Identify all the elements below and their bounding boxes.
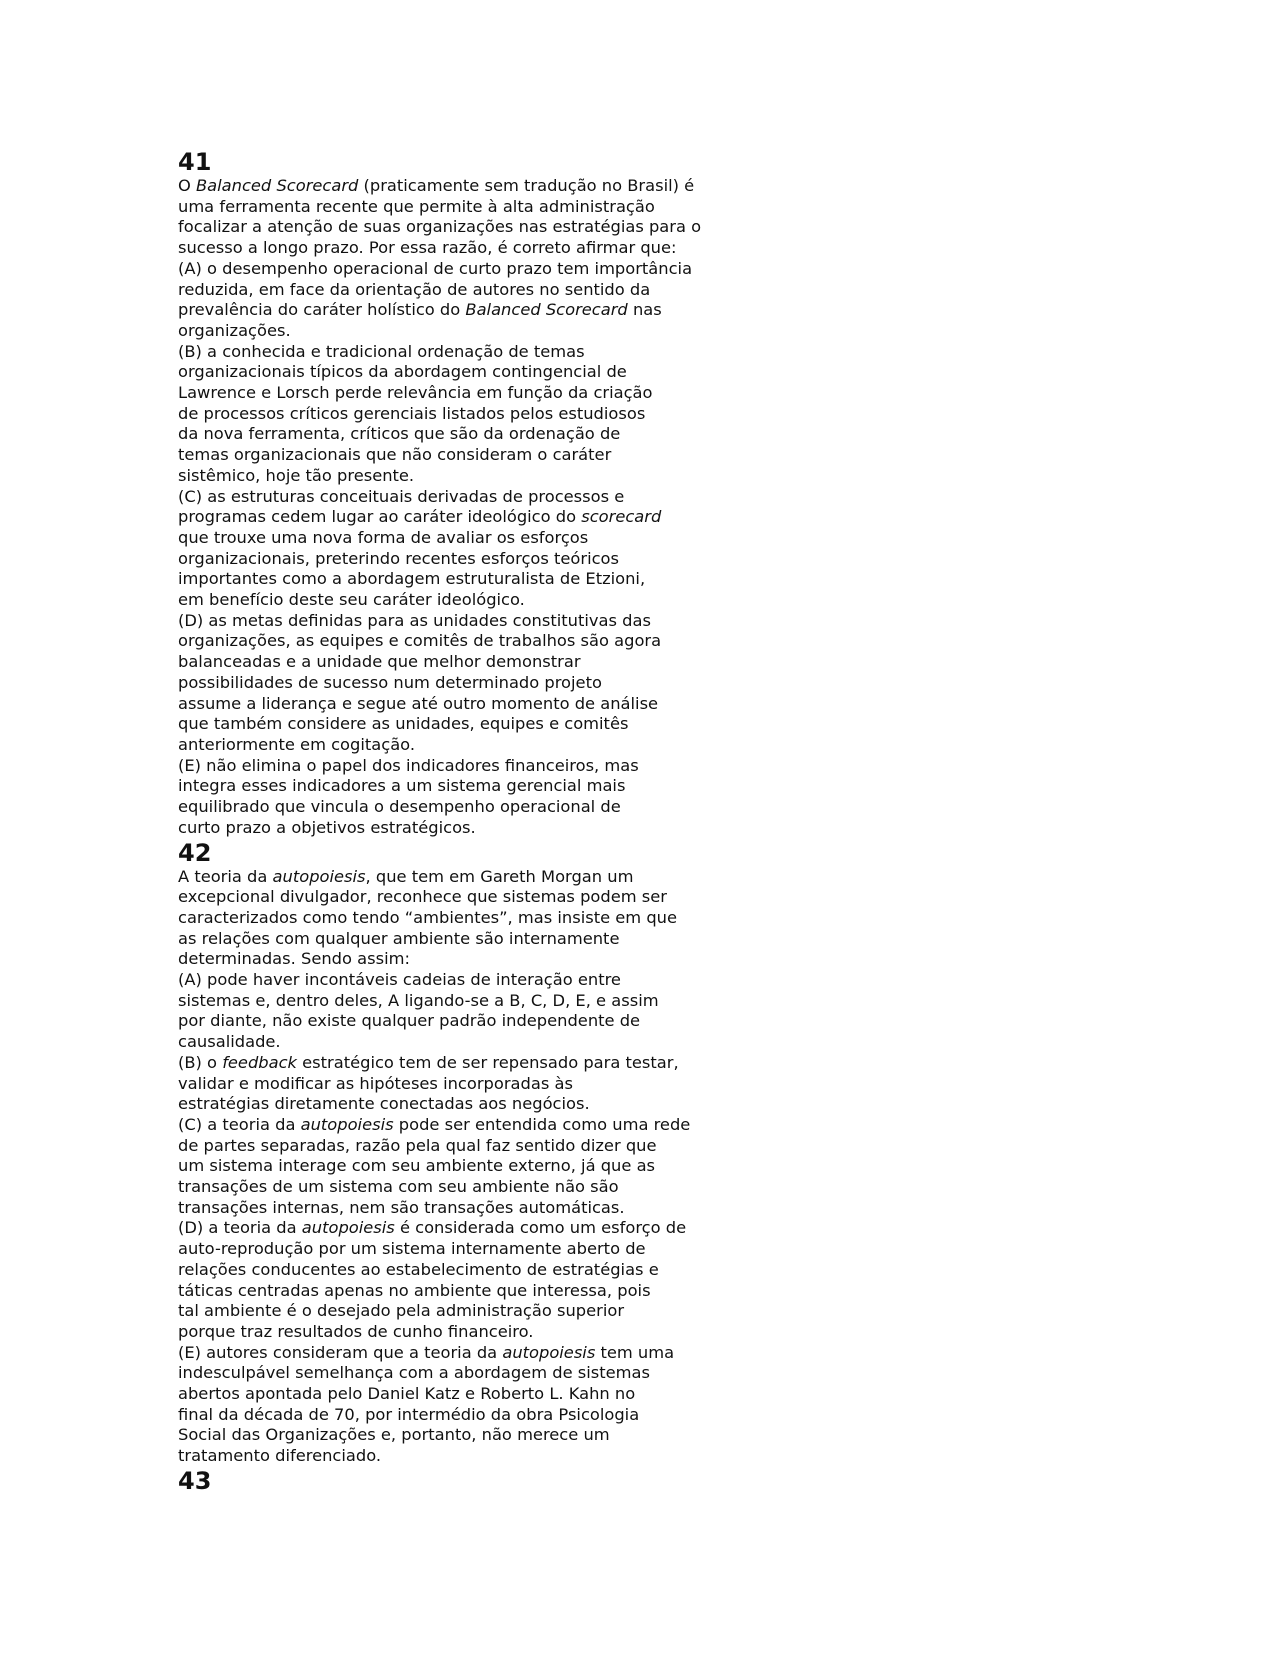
text-segment: em benefício deste seu caráter ideológico. [178, 590, 525, 610]
italic-term: feedback [222, 1052, 297, 1072]
text-line [178, 280, 778, 301]
text-segment: (D) as metas definidas para as unidades constitutivas das [178, 610, 651, 630]
text-segment: as relações com qualquer ambiente são internamente [178, 928, 620, 948]
text-segment: tratamento diferenciado. [178, 1446, 382, 1466]
text-line [178, 197, 778, 218]
text-segment: balanceadas e a unidade que melhor demonstrar [178, 652, 581, 672]
text-segment: de partes separadas, razão pela qual faz sentido dizer que [178, 1135, 657, 1155]
text-line [178, 991, 778, 1012]
text-line [178, 342, 778, 363]
text-segment: possibilidades de sucesso num determinado projeto [178, 672, 602, 692]
text-line [178, 1239, 778, 1260]
text-line [178, 867, 778, 888]
text-line [178, 1053, 778, 1074]
text-line [178, 631, 778, 652]
italic-term: scorecard [581, 507, 662, 527]
text-segment: temas organizacionais que não consideram o caráter [178, 445, 612, 465]
text-line [178, 590, 778, 611]
text-segment: auto-reprodução por um sistema internamente aberto de [178, 1239, 646, 1259]
text-segment: curto prazo a objetivos estratégicos. [178, 817, 476, 837]
text-segment: táticas centradas apenas no ambiente que interessa, pois [178, 1280, 651, 1300]
text-line [178, 1156, 778, 1177]
italic-term: Balanced Scorecard [196, 176, 359, 195]
text-segment: relações conducentes ao estabelecimento de estratégias e [178, 1259, 659, 1279]
text-line [178, 507, 778, 528]
text-segment: importantes como a abordagem estruturalista de Etzioni, [178, 569, 646, 589]
italic-term: Balanced Scorecard [465, 300, 628, 320]
text-line [178, 569, 778, 590]
text-segment: caracterizados como tendo “ambientes”, mas insiste em que [178, 907, 678, 927]
text-segment: que também considere as unidades, equipes e comitês [178, 714, 629, 734]
text-segment: assume a liderança e segue até outro momento de análise [178, 693, 659, 713]
text-segment: final da década de 70, por intermédio da obra Psicologia [178, 1404, 640, 1424]
text-line [178, 1218, 778, 1239]
text-segment: anteriormente em cogitação. [178, 734, 416, 754]
text-line [178, 776, 778, 797]
text-segment: organizacionais, preterindo recentes esforços teóricos [178, 548, 620, 568]
text-line [178, 1032, 778, 1053]
text-segment: por diante, não existe qualquer padrão independente de [178, 1011, 641, 1031]
text-line [178, 1343, 778, 1364]
text-line [178, 549, 778, 570]
text-segment: focalizar a atenção de suas organizações nas estratégias para o [178, 217, 702, 237]
text-segment: determinadas. Sendo assim: [178, 949, 410, 969]
text-line [178, 445, 778, 466]
text-line [178, 1260, 778, 1281]
text-line [178, 929, 778, 950]
text-segment: de processos críticos gerenciais listados pelos estudiosos [178, 403, 646, 423]
text-segment: Lawrence e Lorsch perde relevância em função da criação [178, 383, 653, 403]
text-segment: abertos apontada pelo Daniel Katz e Roberto L. Kahn no [178, 1384, 636, 1404]
text-line [178, 176, 778, 197]
text-segment: um sistema interage com seu ambiente externo, já que as [178, 1156, 656, 1176]
text-line [178, 1074, 778, 1095]
text-segment: que trouxe uma nova forma de avaliar os esforços [178, 527, 589, 547]
text-segment: (C) a teoria da [178, 1114, 301, 1134]
text-line [178, 756, 778, 777]
text-line [178, 259, 778, 280]
text-line [178, 797, 778, 818]
text-line [178, 1177, 778, 1198]
text-segment: da nova ferramenta, críticos que são da ordenação de [178, 424, 621, 444]
text-line [178, 1094, 778, 1115]
text-line [178, 1011, 778, 1032]
text-segment: causalidade. [178, 1032, 281, 1052]
text-segment: (praticamente sem tradução no Brasil) é [358, 176, 695, 195]
italic-term: autopoiesis [502, 1342, 596, 1362]
text-line [178, 1281, 778, 1302]
text-line [178, 611, 778, 632]
text-line [178, 383, 778, 404]
text-line [178, 1363, 778, 1384]
text-segment: indesculpável semelhança com a abordagem de sistemas [178, 1363, 650, 1383]
text-line [178, 1425, 778, 1446]
text-segment: excepcional divulgador, reconhece que sistemas podem ser [178, 887, 667, 907]
text-line [178, 887, 778, 908]
text-segment: transações internas, nem são transações automáticas. [178, 1197, 625, 1217]
text-line [178, 652, 778, 673]
text-line [178, 1322, 778, 1343]
text-segment: (A) o desempenho operacional de curto prazo tem importância [178, 258, 693, 278]
text-line [178, 908, 778, 929]
text-segment: validar e modificar as hipóteses incorporadas às [178, 1073, 573, 1093]
text-segment: sistêmico, hoje tão presente. [178, 465, 415, 485]
text-segment: equilibrado que vincula o desempenho operacional de [178, 797, 621, 817]
text-line [178, 818, 778, 839]
text-segment: (E) autores consideram que a teoria da [178, 1342, 503, 1362]
text-line [178, 300, 778, 321]
text-line [178, 1405, 778, 1426]
italic-term: autopoiesis [300, 1114, 394, 1134]
text-segment: sucesso a longo prazo. Por essa razão, é correto afirmar que: [178, 238, 677, 258]
text-line [178, 735, 778, 756]
text-line [178, 1115, 778, 1136]
text-line [178, 1198, 778, 1219]
text-segment: programas cedem lugar ao caráter ideológico do [178, 507, 582, 527]
italic-term: autopoiesis [301, 1218, 395, 1238]
text-line [178, 694, 778, 715]
text-line [178, 528, 778, 549]
question-number: 41 [178, 148, 212, 176]
text-segment: (B) o [178, 1052, 223, 1072]
text-segment: Social das Organizações e, portanto, não merece um [178, 1425, 610, 1445]
text-line [178, 487, 778, 508]
italic-term: autopoiesis [272, 866, 366, 886]
text-segment: prevalência do caráter holístico do [178, 300, 466, 320]
text-segment: (A) pode haver incontáveis cadeias de interação entre [178, 970, 621, 990]
text-segment: organizações. [178, 320, 291, 340]
text-segment: reduzida, em face da orientação de autores no sentido da [178, 279, 651, 299]
text-line [178, 970, 778, 991]
text-segment: pode ser entendida como uma rede [393, 1114, 691, 1134]
text-line [178, 217, 778, 238]
text-segment: (C) as estruturas conceituais derivadas de processos e [178, 486, 625, 506]
text-segment: (D) a teoria da [178, 1218, 302, 1238]
text-segment: uma ferramenta recente que permite à alta administração [178, 196, 655, 216]
text-segment: A teoria da [178, 866, 273, 886]
question-number: 43 [178, 1466, 212, 1495]
document-page [178, 148, 778, 1495]
text-segment: (B) a conhecida e tradicional ordenação de temas [178, 341, 585, 361]
text-line [178, 466, 778, 487]
text-segment: tem uma [595, 1342, 675, 1362]
text-segment: sistemas e, dentro deles, A ligando-se a B, C, D, E, e assim [178, 990, 659, 1010]
text-segment: tal ambiente é o desejado pela administração superior [178, 1301, 625, 1321]
text-line [178, 1446, 778, 1467]
text-line [178, 424, 778, 445]
text-segment: transações de um sistema com seu ambiente não são [178, 1177, 619, 1197]
text-segment: , que tem em Gareth Morgan um [365, 866, 634, 886]
text-line [178, 321, 778, 342]
text-segment: nas [627, 300, 662, 320]
text-line [178, 404, 778, 425]
text-segment: (E) não elimina o papel dos indicadores financeiros, mas [178, 755, 639, 775]
text-segment: organizacionais típicos da abordagem contingencial de [178, 362, 627, 382]
question-number: 42 [178, 838, 212, 867]
text-segment: estratégico tem de ser repensado para testar, [296, 1052, 679, 1072]
text-segment: O [178, 176, 196, 195]
text-segment: porque traz resultados de cunho financeiro. [178, 1321, 534, 1341]
text-line [178, 238, 778, 259]
text-line [178, 362, 778, 383]
text-segment: é considerada como um esforço de [394, 1218, 687, 1238]
text-segment: integra esses indicadores a um sistema gerencial mais [178, 776, 626, 796]
text-line [178, 714, 778, 735]
text-segment: organizações, as equipes e comitês de trabalhos são agora [178, 631, 662, 651]
text-line [178, 1301, 778, 1322]
text-line [178, 673, 778, 694]
text-line [178, 1136, 778, 1157]
text-segment: estratégias diretamente conectadas aos negócios. [178, 1094, 590, 1114]
text-line [178, 949, 778, 970]
text-line [178, 1384, 778, 1405]
